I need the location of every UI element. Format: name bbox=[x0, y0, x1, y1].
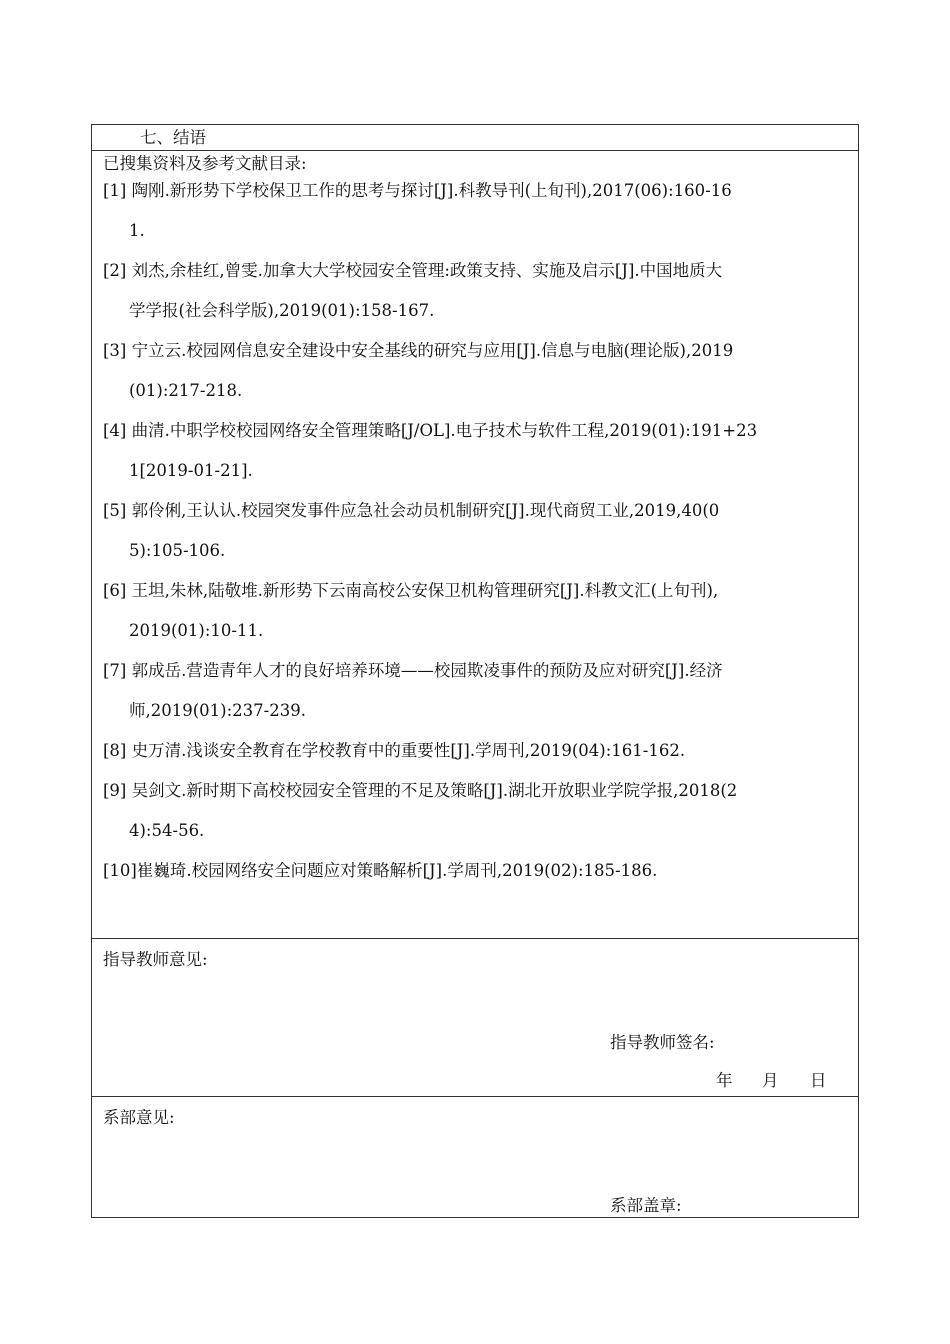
divider bbox=[92, 1096, 858, 1097]
divider bbox=[92, 938, 858, 939]
reference-item: [3] 宁立云.校园网信息安全建设中安全基线的研究与应用[J].信息与电脑(理论版),2019 (01):217-218. bbox=[103, 341, 734, 400]
date-day: 日 bbox=[810, 1071, 827, 1090]
reference-item: [8] 史万清.浅谈安全教育在学校教育中的重要性[J].学周刊,2019(04):161-162. bbox=[103, 741, 686, 760]
reference-item: [1] 陶刚.新形势下学校保卫工作的思考与探讨[J].科教导刊(上旬刊),2017(06):160-16 1. bbox=[103, 181, 732, 240]
review-form bbox=[91, 124, 859, 1218]
reference-item: [9] 吴剑文.新时期下高校校园安全管理的不足及策略[J].湖北开放职业学院学报,2018(2 4):54-56. bbox=[103, 781, 738, 840]
references-heading: 已搜集资料及参考文献目录: bbox=[103, 154, 307, 173]
department-seal-label: 系部盖章: bbox=[610, 1196, 682, 1215]
section-title: 七、结语 bbox=[140, 128, 206, 147]
reference-item: [10]崔巍琦.校园网络安全问题应对策略解析[J].学周刊,2019(02):185-186. bbox=[103, 861, 658, 880]
department-opinion-label: 系部意见: bbox=[103, 1108, 175, 1127]
reference-item: [6] 王坦,朱林,陆敬堆.新形势下云南高校公安保卫机构管理研究[J].科教文汇(上旬刊), 2019(01):10-11. bbox=[103, 581, 719, 640]
reference-item: [5] 郭伶俐,王认认.校园突发事件应急社会动员机制研究[J].现代商贸工业,2019,40(0 5):105-106. bbox=[103, 501, 720, 560]
reference-item: [2] 刘杰,余桂红,曾雯.加拿大大学校园安全管理:政策支持、实施及启示[J].中国地质大 学学报(社会科学版),2019(01):158-167. bbox=[103, 261, 723, 320]
advisor-signature-label: 指导教师签名: bbox=[610, 1033, 715, 1052]
date-month: 月 bbox=[762, 1071, 779, 1090]
reference-item: [4] 曲清.中职学校校园网络安全管理策略[J/OL].电子技术与软件工程,2019(01):191+23 1[2019-01-21]. bbox=[103, 421, 758, 480]
reference-item: [7] 郭成岳.营造青年人才的良好培养环境——校园欺凌事件的预防及应对研究[J].经济 师,2019(01):237-239. bbox=[103, 661, 723, 720]
reference-list bbox=[103, 171, 853, 891]
date-year: 年 bbox=[716, 1071, 733, 1090]
advisor-opinion-label: 指导教师意见: bbox=[103, 950, 208, 969]
divider bbox=[92, 150, 858, 151]
